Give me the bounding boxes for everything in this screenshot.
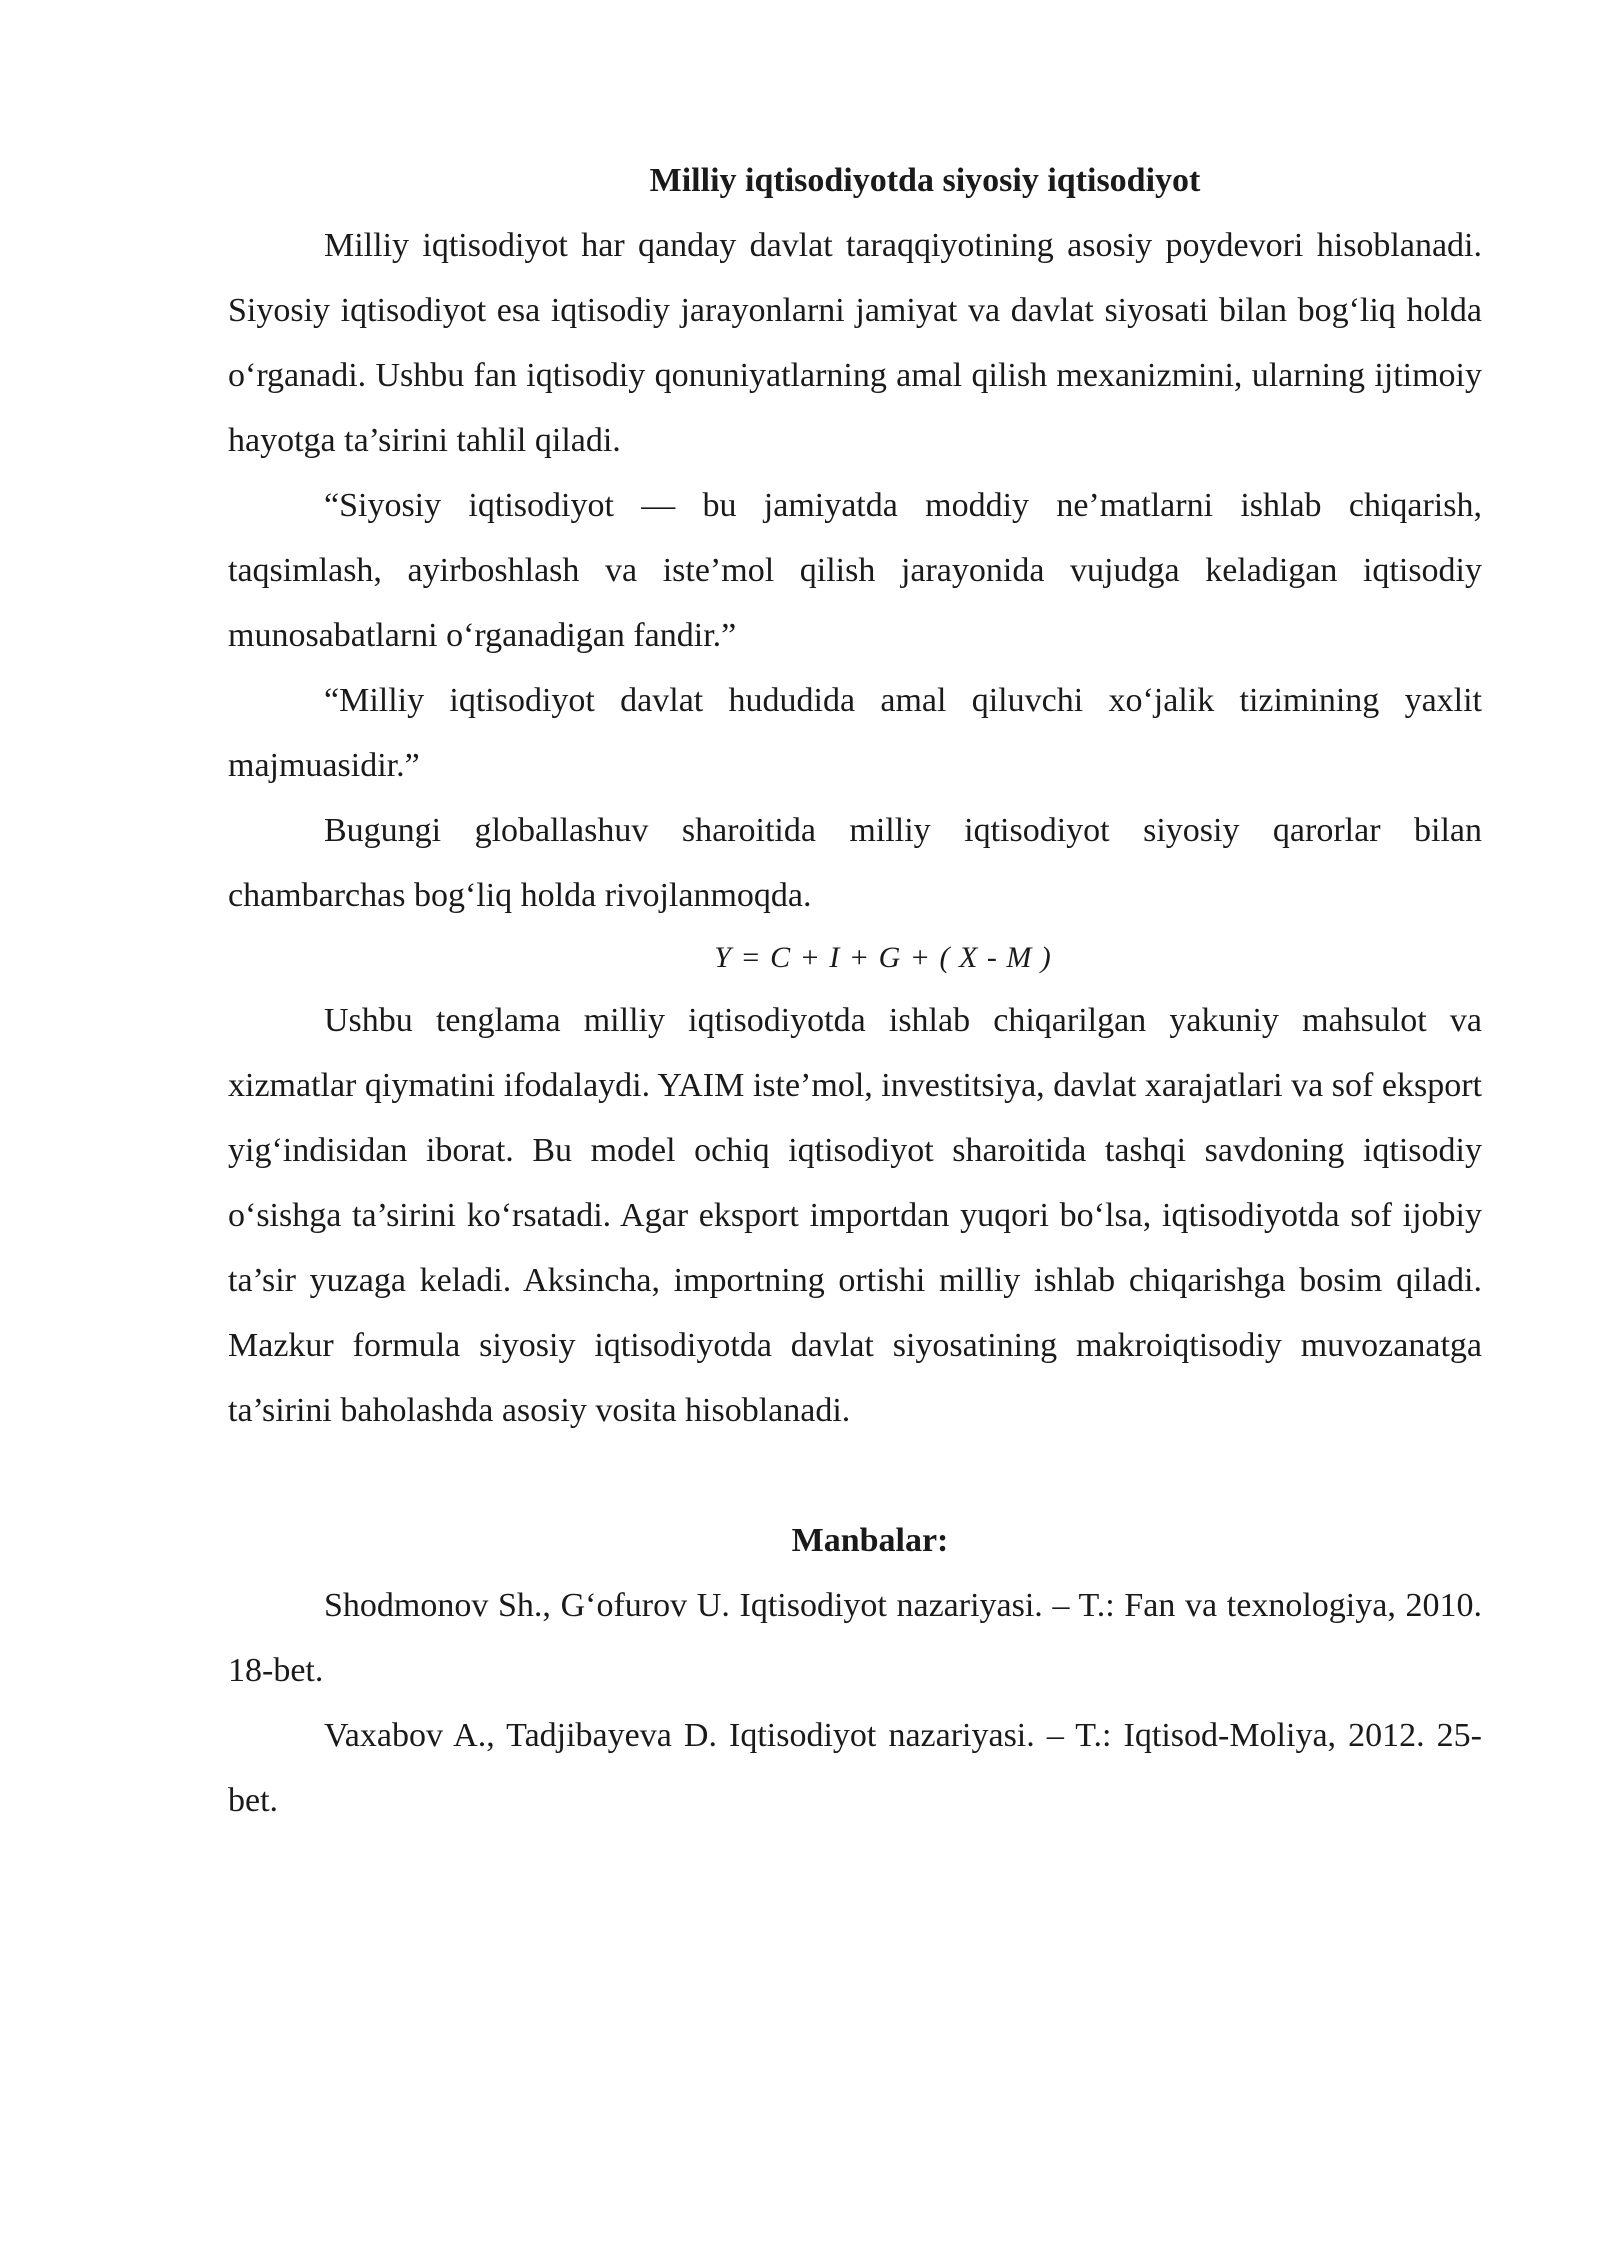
source-item: Vaxabov A., Tadjibayeva D. Iqtisodiyot nazariyasi. – T.: Iqtisod-Moliya, 2012. 25-bet.: [228, 1717, 1482, 1819]
paragraph-globalization: Bugungi globallashuv sharoitida milliy iqtisodiyot siyosiy qarorlar bilan chambarchas bog‘liq holda rivojlanmoqda.: [228, 812, 1482, 914]
paragraph-formula-explanation: Ushbu tenglama milliy iqtisodiyotda ishlab chiqarilgan yakuniy mahsulot va xizmatlar qiymatini ifodalaydi. YAIM iste’mol, investitsiya, davlat xarajatlari va sof eksport yig‘indisidan iborat. Bu model ochiq iqtisodiyot sharoitida tashqi savdoning iqtisodiy o‘sishga ta’sirini ko‘rsatadi. Agar eksport importdan yuqori bo‘lsa, iqtisodiyotda sof ijobiy ta’sir yuzaga keladi. Aksincha, importning ortishi milliy ishlab chiqarishga bosim qiladi. Mazkur formula siyosiy iqtisodiyotda davlat siyosatining makroiqtisodiy muvozanatga ta’sirini baholashda asosiy vosita hisoblanadi.: [228, 1002, 1482, 1429]
sources-heading: Manbalar:: [791, 1522, 949, 1559]
source-item: Shodmonov Sh., G‘ofurov U. Iqtisodiyot nazariyasi. – T.: Fan va texnologiya, 2010. 18-bet.: [228, 1587, 1482, 1689]
document-page: [228, 148, 1482, 1833]
document-title: Milliy iqtisodiyotda siyosiy iqtisodiyot: [649, 162, 1201, 199]
paragraph-quote-national-economy: “Milliy iqtisodiyot davlat hududida amal qiluvchi xo‘jalik tizimining yaxlit majmuasidir.”: [228, 682, 1482, 784]
paragraph-intro: Milliy iqtisodiyot har qanday davlat taraqqiyotining asosiy poydevori hisoblanadi. Siyosiy iqtisodiyot esa iqtisodiy jarayonlarni jamiyat va davlat siyosati bilan bog‘liq holda o‘rganadi. Ushbu fan iqtisodiy qonuniyatlarning amal qilish mexanizmini, ularning ijtimoiy hayotga ta’sirini tahlil qiladi.: [228, 227, 1482, 459]
gdp-formula: Y = C + I + G + ( X - M ): [714, 941, 1052, 974]
paragraph-quote-definition: “Siyosiy iqtisodiyot — bu jamiyatda moddiy ne’matlarni ishlab chiqarish, taqsimlash, ayirboshlash va iste’mol qilish jarayonida vujudga keladigan iqtisodiy munosabatlarni o‘rganadigan fandir.”: [228, 487, 1482, 654]
section-spacer: [228, 1443, 1482, 1508]
